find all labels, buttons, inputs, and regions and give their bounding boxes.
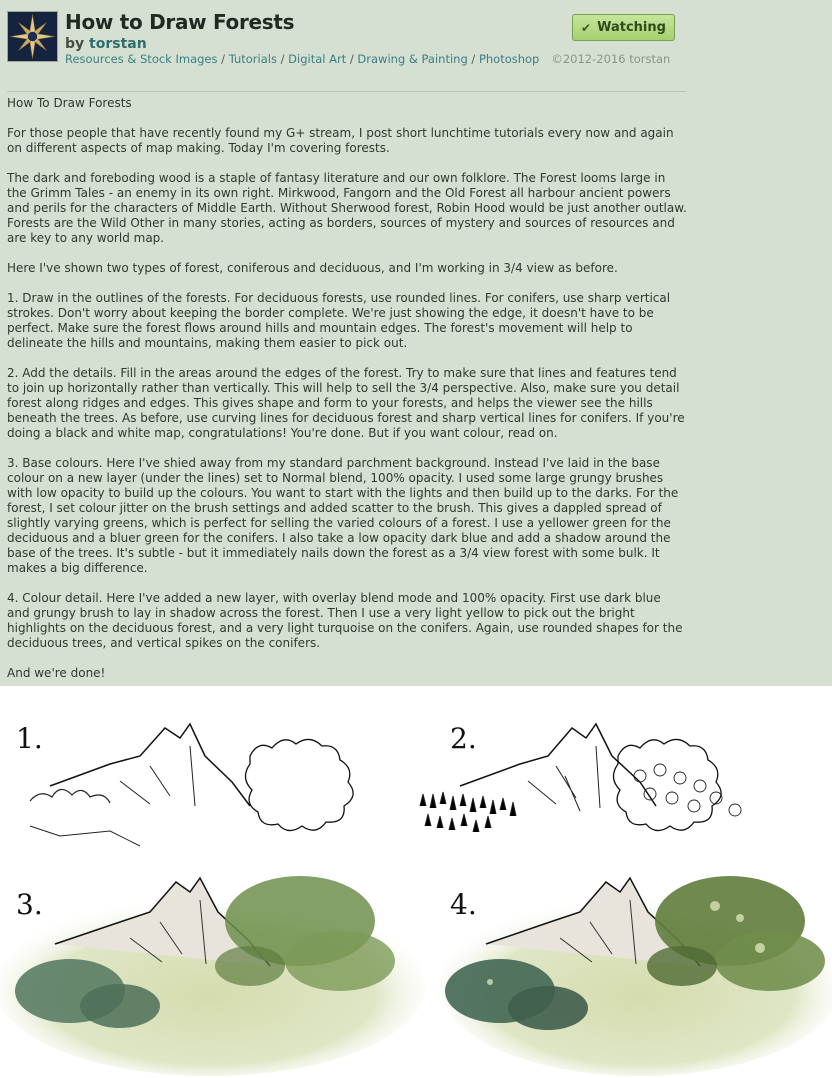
article-paragraph: The dark and foreboding wood is a staple of fantasy literature and our own folklore. The Forest looms large in the Grimm Tales - an enemy in its own right. Mirkwood, Fangorn and the Old Forest all harbour ancient powers and perils for the characters of Middle Earth. Without Sherwood forest, Robin Hood would be just another outlaw. Forests are the Wild Other in many stories, acting as borders, sources of mystery and sources of resources and are key to any world map. [7,171,687,245]
breadcrumb-link[interactable]: Photoshop [478,52,540,66]
compass-star-icon [8,12,57,61]
article-paragraph: 1. Draw in the outlines of the forests. For deciduous forests, use rounded lines. For conifers, use sharp vertical strokes. Don't worry about keeping the border complete. We're just showing the edge, it doesn't have to be perfect. Make sure the forest flows around hills and mountain edges. The forest's movement will help to delineate the hills and mountains, making them easier to pick out. [7,291,671,350]
author-link[interactable]: torstan [89,36,147,52]
breadcrumb-separator: / [467,52,479,66]
step-1-panel [16,722,353,846]
tutorial-artwork [0,686,832,1078]
check-icon: ✔ [581,20,592,35]
breadcrumb-link[interactable]: Resources & Stock Images [65,52,218,66]
article-body [7,96,687,696]
breadcrumb-link[interactable]: Digital Art [288,52,347,66]
deviation-title: How to Draw Forests [65,10,295,34]
step-4-label: 4. [450,888,477,921]
step-4-panel [440,876,832,1076]
author-avatar[interactable] [7,11,58,62]
article-heading: How To Draw Forests [7,96,132,110]
byline [65,36,147,52]
breadcrumb-link[interactable]: Tutorials [228,52,277,66]
breadcrumb-separator: / [217,52,229,66]
breadcrumb-separator: / [346,52,358,66]
breadcrumb-link[interactable]: Drawing & Painting [357,52,468,66]
step-3-label: 3. [16,888,43,921]
step-1-label: 1. [16,722,43,755]
forest-steps-illustration [0,686,832,1078]
step-2-label: 2. [450,722,477,755]
deviation-header [0,0,832,92]
article-paragraph: Here I've shown two types of forest, coniferous and deciduous, and I'm working in 3/4 view as before. [7,261,618,275]
header-divider [7,91,686,92]
copyright-notice: ©2012-2016 torstan [551,52,671,66]
breadcrumb-separator: / [276,52,289,66]
article-paragraph: And we're done! [7,666,106,680]
by-label: by [65,36,85,52]
watching-button-label: Watching [597,20,666,35]
step-3-panel [0,876,425,1076]
breadcrumb [65,52,670,66]
step-2-panel [420,722,741,832]
article-paragraph: 2. Add the details. Fill in the areas around the edges of the forest. Try to make sure that lines and features tend to join up horizontally rather than vertically. This will help to sell the 3/4 perspective. Also, make sure you detail forest along ridges and edges. This gives shape and form to your forests, and helps the viewer see the hills beneath the trees. As before, use curving lines for deciduous forest and sharp vertical lines for conifers. If you're doing a black and white map, congratulations! You're done. But if you want colour, read on. [7,366,685,440]
article-paragraph: For those people that have recently found my G+ stream, I post short lunchtime tutorials every now and again on different aspects of map making. Today I'm covering forests. [7,126,674,155]
watching-button[interactable] [572,14,675,41]
article-paragraph: 4. Colour detail. Here I've added a new layer, with overlay blend mode and 100% opacity. First use dark blue and grungy brush to lay in shadow across the forest. Then I use a very light yellow to pick out the bright highlights on the deciduous forest, and a very light turquoise on the conifers. Again, use rounded shapes for the deciduous trees, and vertical spikes on the conifers. [7,591,683,650]
article-paragraph: 3. Base colours. Here I've shied away from my standard parchment background. Instead I've laid in the base colour on a new layer (under the lines) set to Normal blend, 100% opacity. I used some large grungy brushes with low opacity to build up the colours. You want to start with the lights and then build up to the darks. For the forest, I set colour jitter on the brush settings and added scatter to the brush. This gives a dappled spread of slightly varying greens, which is perfect for selling the varied colours of a forest. I use a yellower green for the deciduous and a bluer green for the conifers. I also take a low opacity dark blue and add a shadow around the base of the trees. It's subtle - but it immediately nails down the forest as a 3/4 view forest with some bulk. It makes a big difference. [7,456,679,575]
